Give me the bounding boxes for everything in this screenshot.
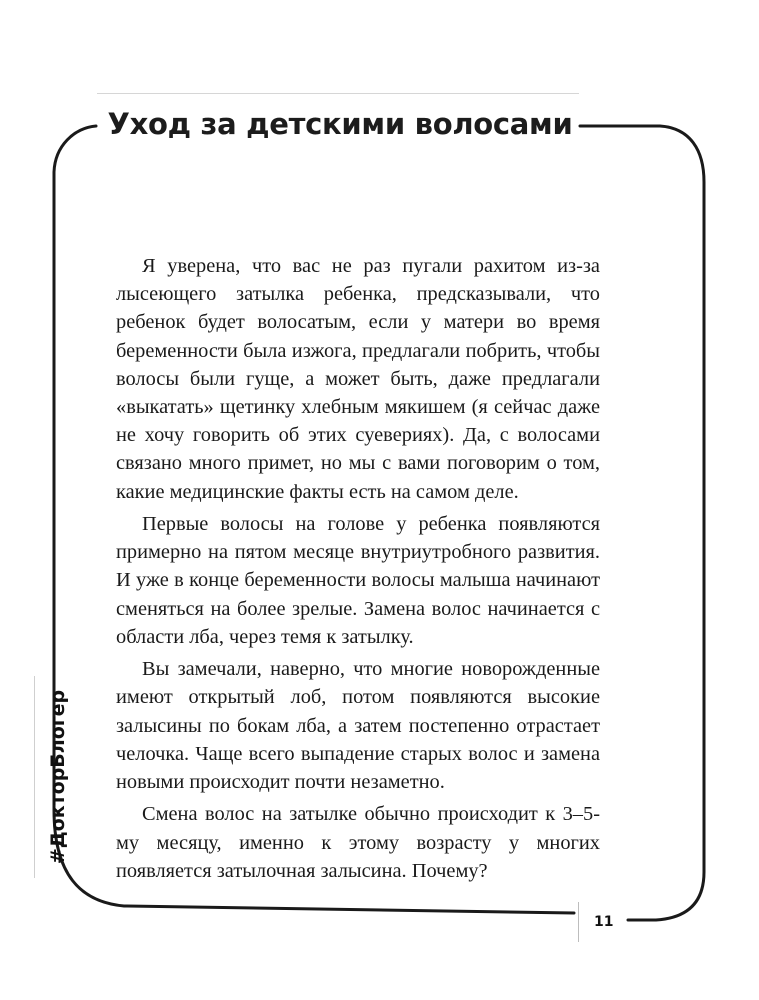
chapter-title: Уход за детскими волосами bbox=[107, 107, 573, 141]
paragraph: Вы замечали, наверно, что многие новорожденные имеют открытый лоб, потом появляются высокие залысины по бокам лба, а затем постепенно отрастает челочка. Чаще всего выпадение старых волос и замена новыми происходит почти незаметно. bbox=[116, 658, 600, 794]
body-text bbox=[116, 252, 600, 889]
side-tab-label: #ДокторБлогер bbox=[47, 689, 69, 865]
page-number: 11 bbox=[594, 914, 614, 930]
paragraph: Смена волос на затылке обычно происходит к 3–5-му месяцу, именно к этому возрасту у многих появляется затылочная залысина. Почему? bbox=[116, 803, 600, 882]
page-number-rule bbox=[578, 902, 579, 942]
paragraph: Первые волосы на голове у ребенка появляются примерно на пятом месяце внутриутробного развития. И уже в конце беременности волосы малыша начинают сменяться на более зрелые. Замена волос начинается с области лба, через темя к затылку. bbox=[116, 513, 600, 648]
header-rule bbox=[97, 93, 579, 94]
paragraph: Я уверена, что вас не раз пугали рахитом из-за лысеющего затылка ребенка, предсказывали, что ребенок будет волосатым, если у матери во время беременности была изжога, предлагали побрить, чтобы волосы были гуще, а может быть, даже предлагали «выкатать» щетинку хлебным мякишем (я сейчас даже не хочу говорить об этих суевериях). Да, с волосами связано много примет, но мы с вами поговорим о том, какие медицинские факты есть на самом деле. bbox=[116, 255, 600, 503]
